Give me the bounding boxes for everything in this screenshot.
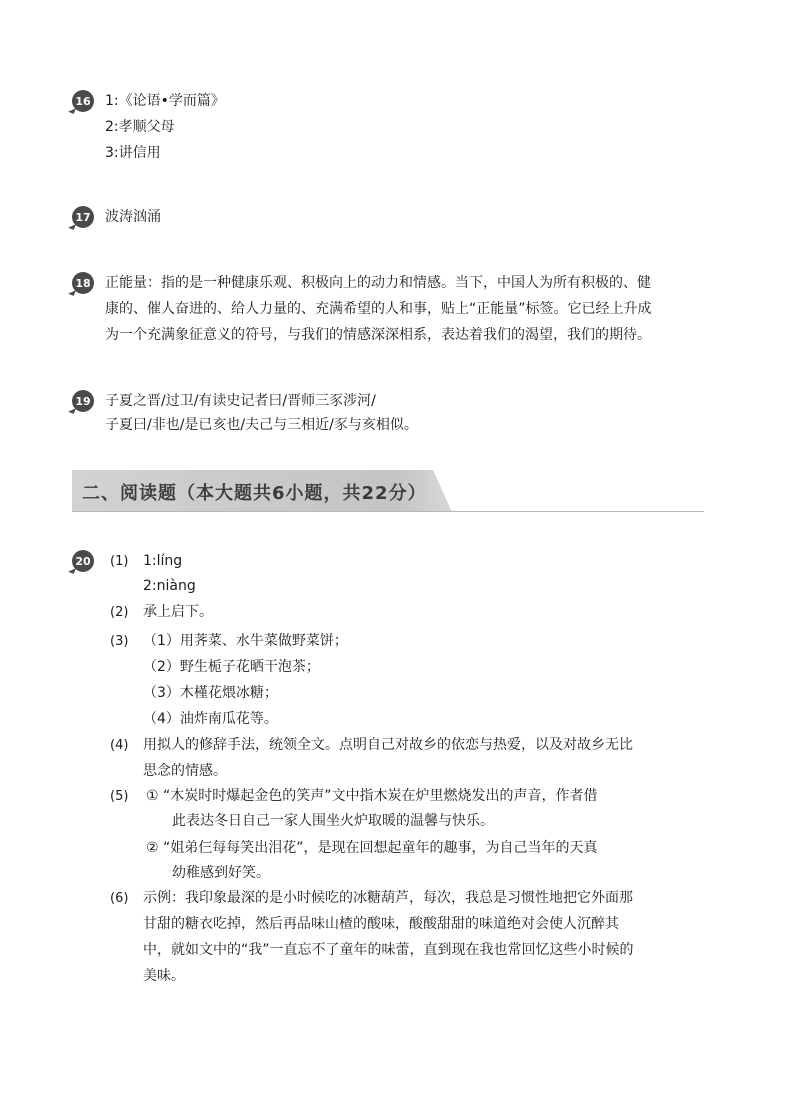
answer-line: 正能量：指的是一种健康乐观、积极向上的动力和情感。当下，中国人为所有积极的、健 xyxy=(105,275,651,291)
answer-line: 幼稚感到好笑。 xyxy=(172,865,270,881)
answer-line: 1:líng xyxy=(143,553,183,569)
answer-line: 子夏之晋/过卫/有读史记者曰/晋师三豕涉河/ xyxy=(105,393,376,409)
answer-line: 2:孝顺父母 xyxy=(105,119,175,135)
answer-line: 为一个充满象征意义的符号，与我们的情感深深相系，表达着我们的渴望，我们的期待。 xyxy=(105,327,651,343)
answer-line: 思念的情感。 xyxy=(143,763,227,779)
sub-question-label: (3) xyxy=(110,634,129,649)
section-title: 二、阅读题（本大题共6小题，共22分） xyxy=(82,483,427,504)
answer-line: 中，就如文中的“我”一直忘不了童年的味蕾，直到现在我也常回忆这些小时候的 xyxy=(143,942,634,958)
question-number-badge: 16 xyxy=(72,90,94,112)
answer-line: （4）油炸南瓜花等。 xyxy=(143,711,278,727)
answer-line: ① “木炭时时爆起金色的笑声”文中指木炭在炉里燃烧发出的声音，作者借 xyxy=(146,788,598,804)
answer-line: 承上启下。 xyxy=(143,604,213,620)
question-number-badge: 19 xyxy=(72,390,94,412)
answer-line: 3:讲信用 xyxy=(105,145,161,161)
answer-line: 甘甜的糖衣吃掉，然后再品味山楂的酸味，酸酸甜甜的味道绝对会使人沉醉其 xyxy=(143,916,619,932)
answer-line: （1）用荠菜、水牛菜做野菜饼； xyxy=(143,633,348,649)
answer-line: 波涛汹涌 xyxy=(105,209,161,225)
answer-line: 美味。 xyxy=(143,968,185,984)
sub-question-label: (4) xyxy=(110,738,129,753)
question-number-badge: 18 xyxy=(72,272,94,294)
answer-line: 用拟人的修辞手法，统领全文。点明自己对故乡的依恋与热爱，以及对故乡无比 xyxy=(143,737,633,753)
answer-line: 1:《论语•学而篇》 xyxy=(105,93,225,109)
section-divider xyxy=(72,511,704,512)
answer-line: （2）野生栀子花晒干泡茶； xyxy=(143,659,320,675)
answer-line: 示例：我印象最深的是小时候吃的冰糖葫芦，每次，我总是习惯性地把它外面那 xyxy=(143,890,633,906)
answer-line: 康的、催人奋进的、给人力量的、充满希望的人和事，贴上“正能量”标签。它已经上升成 xyxy=(105,301,652,317)
question-number-badge: 20 xyxy=(72,550,94,572)
sub-question-label: (5) xyxy=(110,789,129,804)
answer-line: 2:niàng xyxy=(143,578,196,594)
answer-line: 此表达冬日自己一家人围坐火炉取暖的温馨与快乐。 xyxy=(172,813,494,829)
answer-line: （3）木槿花煨冰糖； xyxy=(143,685,278,701)
sub-question-label: (2) xyxy=(110,605,129,620)
answer-line: ② “姐弟仨每每笑出泪花”，是现在回想起童年的趣事，为自己当年的天真 xyxy=(146,840,598,856)
sub-question-label: (1) xyxy=(110,554,129,569)
sub-question-label: (6) xyxy=(110,891,129,906)
question-number-badge: 17 xyxy=(72,206,94,228)
answer-line: 子夏曰/非也/是已亥也/夫己与三相近/豕与亥相似。 xyxy=(105,417,418,433)
